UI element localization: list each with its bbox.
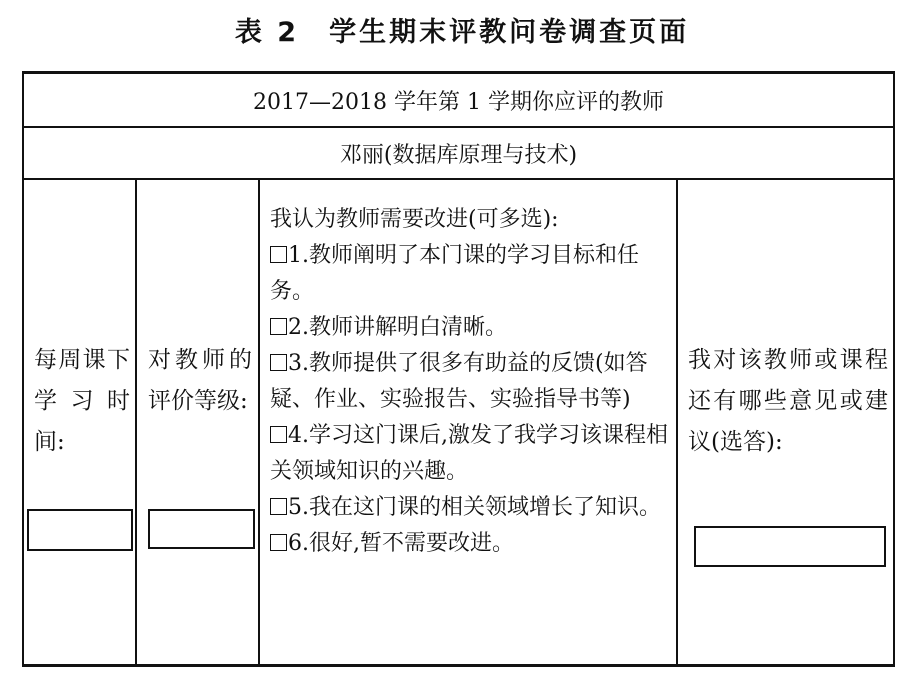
option-text: 5.我在这门课的相关领域增长了知识。 <box>288 495 661 520</box>
suggestion-column <box>678 180 893 664</box>
checkbox-icon[interactable] <box>270 426 287 443</box>
page-title: 表 2 学生期末评教问卷调查页面 <box>234 17 690 48</box>
study-time-column <box>24 180 137 664</box>
semester-header: 2017—2018 学年第 1 学期你应评的教师 <box>253 89 664 115</box>
checkbox-icon[interactable] <box>270 246 287 263</box>
option-item <box>270 346 670 418</box>
checkbox-icon[interactable] <box>270 498 287 515</box>
option-text: 6.很好,暂不需要改进。 <box>288 531 514 556</box>
survey-table <box>22 71 895 667</box>
option-item <box>270 490 670 526</box>
improvement-column <box>260 180 678 664</box>
option-item <box>270 310 670 346</box>
checkbox-icon[interactable] <box>270 318 287 335</box>
teacher-name: 邓丽(数据库原理与技术) <box>339 142 578 168</box>
option-text: 2.教师讲解明白清晰。 <box>288 315 507 340</box>
study-time-label: 每周课下学习时间: <box>34 347 130 455</box>
option-text: 3.教师提供了很多有助益的反馈(如答疑、作业、实验报告、实验指导书等) <box>270 351 648 412</box>
improvement-prompt: 我认为教师需要改进(可多选): <box>270 207 559 232</box>
checkbox-icon[interactable] <box>270 354 287 371</box>
grade-column <box>137 180 260 664</box>
improvement-options <box>270 202 670 562</box>
option-text: 1.教师阐明了本门课的学习目标和任务。 <box>270 243 639 304</box>
grade-input[interactable] <box>148 509 255 549</box>
option-item <box>270 526 670 562</box>
option-item <box>270 238 670 310</box>
suggestion-input[interactable] <box>694 526 886 567</box>
study-time-input[interactable] <box>27 509 133 551</box>
grade-label: 对教师的评价等级: <box>148 347 252 414</box>
option-text: 4.学习这门课后,激发了我学习该课程相关领域知识的兴趣。 <box>270 423 668 484</box>
teacher-row <box>24 128 893 180</box>
survey-body <box>24 180 893 664</box>
table-header-row <box>24 74 893 128</box>
checkbox-icon[interactable] <box>270 534 287 551</box>
suggestion-label: 我对该教师或课程还有哪些意见或建议(选答): <box>688 347 888 455</box>
option-item <box>270 418 670 490</box>
